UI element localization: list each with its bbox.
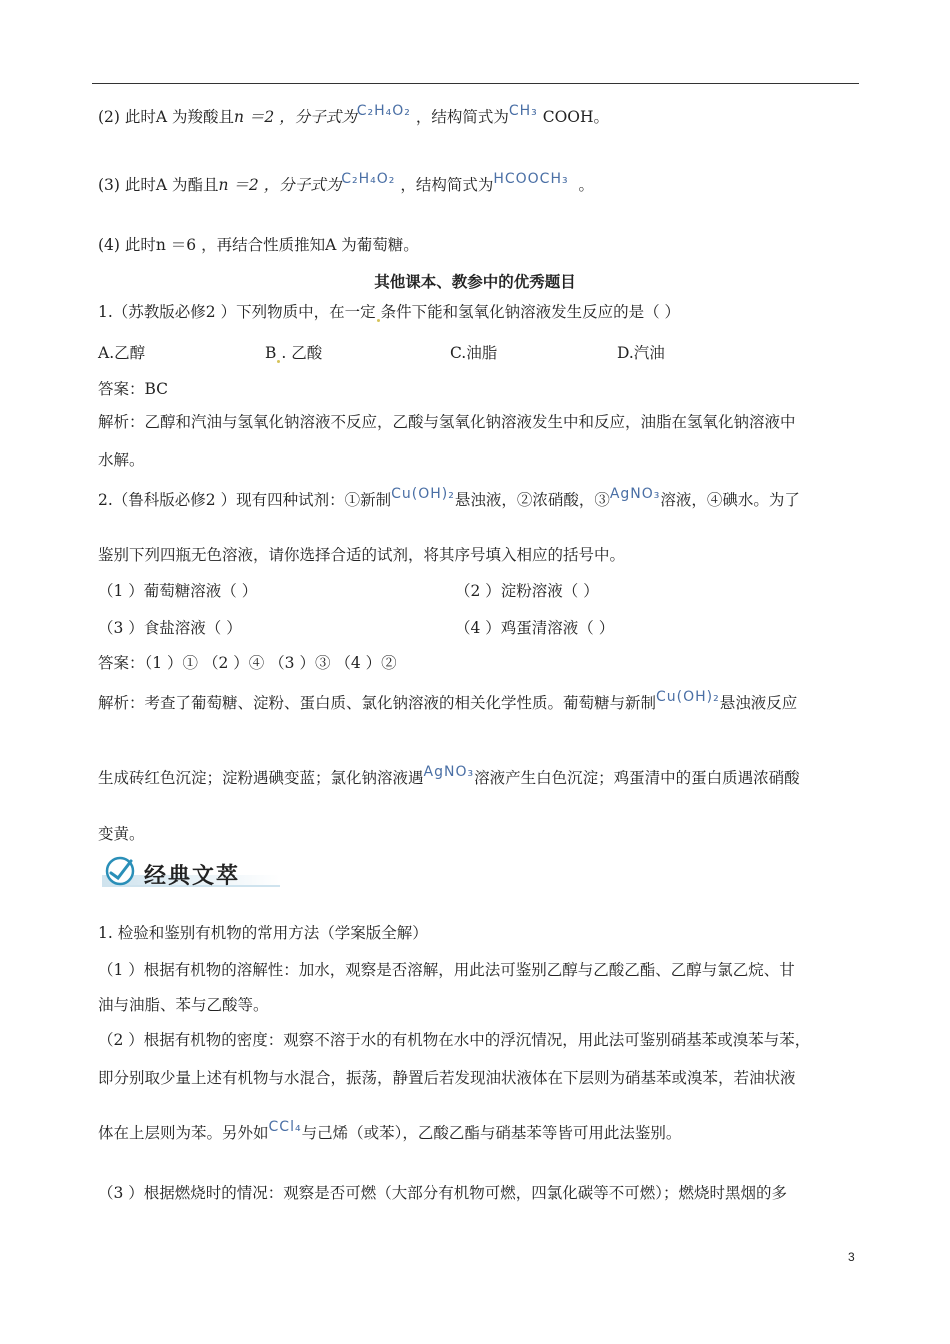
formula: Cu(OH)₂ xyxy=(391,486,455,502)
q2-analysis-1 xyxy=(98,689,798,714)
text: 溶液，④碘水。为了 xyxy=(660,491,800,509)
formula: CCl₄ xyxy=(268,1119,302,1135)
q1-option-b xyxy=(265,341,322,363)
page-number: 3 xyxy=(848,1250,855,1264)
q2-item-3: （3 ）食盐溶液（ ） xyxy=(98,619,242,637)
text: . 乙酸 xyxy=(281,344,323,362)
line-4: (4) 此时n ＝6 ，再结合性质推知A 为葡萄糖。 xyxy=(98,236,419,254)
dot-mark xyxy=(377,319,380,322)
line-2 xyxy=(98,103,609,128)
pencil-check-icon xyxy=(107,858,133,884)
text: n ＝2 ，分子式为 xyxy=(218,176,342,194)
text: ，结构简式为 xyxy=(415,108,509,126)
text: 解析：考查了葡萄糖、淀粉、蛋白质、氯化钠溶液的相关化学性质。葡萄糖与新制 xyxy=(98,694,657,712)
q2-item-1: （1 ）葡萄糖溶液（ ） xyxy=(98,582,258,600)
q2-analysis-2 xyxy=(98,764,800,789)
dot-mark xyxy=(277,360,280,363)
classic-p1-a: （1 ）根据有机物的溶解性：加水，观察是否溶解，用此法可鉴别乙醇与乙酸乙酯、乙醇与氯乙烷、甘 xyxy=(98,961,795,979)
q1-analysis-1: 解析：乙醇和汽油与氢氧化钠溶液不反应，乙酸与氢氧化钠溶液发生中和反应，油脂在氢氧化钠溶液中 xyxy=(98,413,796,431)
text: n ＝2 ，分子式为 xyxy=(234,108,357,126)
text: 2.（鲁科版必修2 ）现有四种试剂：①新制 xyxy=(98,491,392,509)
text: 悬浊液，②浓硝酸，③ xyxy=(454,491,610,509)
text: 。 xyxy=(578,176,594,194)
q1-option-d: D.汽油 xyxy=(617,344,665,362)
q1-answer: 答案：BC xyxy=(98,380,169,398)
q2-answer: 答案：（1 ）① （2 ）④ （3 ）③ （4 ）② xyxy=(98,654,397,672)
q2-item-4: （4 ）鸡蛋清溶液（ ） xyxy=(455,619,615,637)
q1-option-a: A.乙醇 xyxy=(98,344,146,362)
q2-item-2: （2 ）淀粉溶液（ ） xyxy=(455,582,599,600)
text: 生成砖红色沉淀；淀粉遇碘变蓝；氯化钠溶液遇 xyxy=(98,769,424,787)
formula: HCOOCH₃ xyxy=(493,171,569,187)
q1-stem xyxy=(98,302,680,322)
text: 悬浊液反应 xyxy=(719,694,798,712)
header-rule xyxy=(92,83,859,84)
q2-analysis-3: 变黄。 xyxy=(98,825,145,843)
text: 体在上层则为苯。另外如 xyxy=(98,1124,269,1142)
banner-title: 经典文萃 xyxy=(144,864,241,889)
text: ，结构简式为 xyxy=(400,176,494,194)
classic-p2-c xyxy=(98,1119,682,1144)
text: 溶液产生白色沉淀；鸡蛋清中的蛋白质遇浓硝酸 xyxy=(474,769,800,787)
line-3 xyxy=(98,171,594,196)
q1-analysis-2: 水解。 xyxy=(98,451,145,469)
text: 与己烯（或苯），乙酸乙酯与硝基苯等皆可用此法鉴别。 xyxy=(301,1124,682,1142)
text: 1.（苏教版必修2 ）下列物质中，在一定 xyxy=(98,303,376,321)
q2-stem-2: 鉴别下列四瓶无色溶液，请你选择合适的试剂，将其序号填入相应的括号中。 xyxy=(98,546,626,564)
formula: C₂H₄O₂ xyxy=(341,171,396,187)
q2-stem xyxy=(98,486,800,511)
formula: AgNO₃ xyxy=(423,764,475,780)
text: B xyxy=(265,344,277,362)
section-heading: 其他课本、教参中的优秀题目 xyxy=(374,273,576,291)
classic-p1-b: 油与油脂、苯与乙酸等。 xyxy=(98,996,269,1014)
text: (2) 此时A 为羧酸且 xyxy=(98,108,235,126)
classic-p3: （3 ）根据燃烧时的情况：观察是否可燃（大部分有机物可燃，四氯化碳等不可燃）；燃烧时黑烟的多 xyxy=(98,1184,788,1202)
q1-option-c: C.油脂 xyxy=(450,344,498,362)
text: COOH。 xyxy=(542,108,609,126)
formula: CH₃ xyxy=(508,103,538,119)
formula: AgNO₃ xyxy=(609,486,661,502)
classic-title: 1. 检验和鉴别有机物的常用方法（学案版全解） xyxy=(98,924,428,942)
classic-p2-a: （2 ）根据有机物的密度：观察不溶于水的有机物在水中的浮沉情况，用此法可鉴别硝基苯或溴苯与苯， xyxy=(98,1031,811,1049)
formula: Cu(OH)₂ xyxy=(656,689,720,705)
formula: C₂H₄O₂ xyxy=(356,103,411,119)
text: (3) 此时A 为酯且 xyxy=(98,176,219,194)
text: 条件下能和氢氧化钠溶液发生反应的是（ ） xyxy=(380,303,681,321)
classic-p2-b: 即分别取少量上述有机物与水混合，振荡，静置后若发现油状液体在下层则为硝基苯或溴苯，若油状液 xyxy=(98,1069,796,1087)
